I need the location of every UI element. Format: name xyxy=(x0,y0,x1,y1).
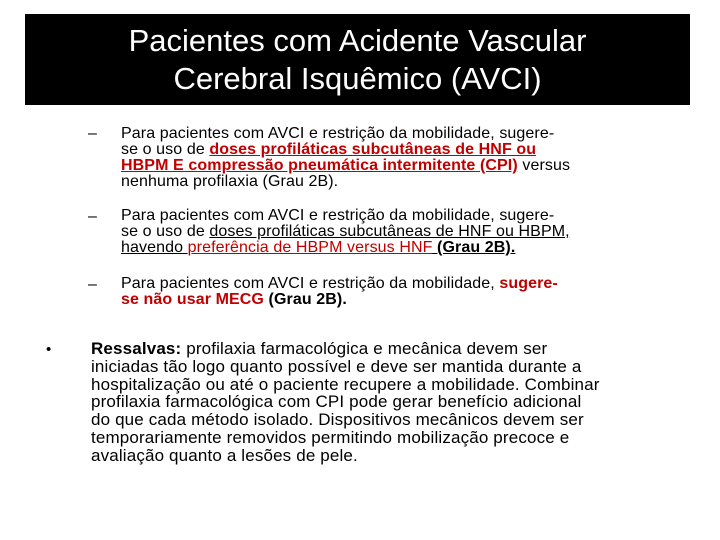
title-line-1: Pacientes com Acidente Vascular xyxy=(128,23,587,58)
sub-item-3-line-2 xyxy=(121,292,681,308)
sub-item-1-line-2 xyxy=(121,142,681,158)
sub-item-2-line-1: Para pacientes com AVCI e restrição da mobilidade, sugere- xyxy=(121,207,555,224)
grade-text: (Grau 2B). xyxy=(432,239,516,256)
sub-item-2 xyxy=(121,208,681,256)
main-item-line-4: profilaxia farmacológica com CPI pode gerar benefício adicional xyxy=(91,392,582,412)
underlined-text: doses profiláticas subcutâneas de HNF ou HBPM, xyxy=(209,223,570,240)
text-run: profilaxia farmacológica e mecânica devem ser xyxy=(181,339,548,358)
main-item-line-5: do que cada método isolado. Dispositivos mecânicos devem ser xyxy=(91,410,584,430)
text-run: Para pacientes com AVCI e restrição da mobilidade, xyxy=(121,275,500,292)
highlight-text: se não usar MECG xyxy=(121,291,264,308)
main-item-line-6: temporariamente removidos permitindo mobilização precoce e xyxy=(91,427,570,447)
grade-text: (Grau 2B). xyxy=(263,291,347,308)
main-item-line-1 xyxy=(91,340,691,358)
text-run: se o uso de xyxy=(121,223,210,240)
main-item-line-3: hospitalização ou até o paciente recupere a mobilidade. Combinar xyxy=(91,374,600,394)
main-item-line-7: avaliação quanto a lesões de pele. xyxy=(91,445,358,465)
highlight-text: HBPM E compressão pneumática intermitente (CPI) xyxy=(121,157,518,174)
sub-item-2-line-2 xyxy=(121,224,681,240)
underlined-text: havendo xyxy=(121,239,188,256)
text-run: se o uso de xyxy=(121,141,210,158)
sub-item-3-marker: – xyxy=(88,276,97,293)
ressalvas-label: Ressalvas: xyxy=(91,339,182,358)
main-item-ressalvas xyxy=(91,340,691,465)
text-run: versus xyxy=(517,157,571,174)
sub-item-3 xyxy=(121,276,681,308)
sub-item-1-line-3 xyxy=(121,158,681,174)
slide-title xyxy=(25,14,690,105)
main-item-line-2: iniciadas tão logo quanto possível e deve ser mantida durante a xyxy=(91,356,582,376)
sub-item-3-line-1 xyxy=(121,276,681,292)
highlight-text: sugere- xyxy=(499,275,558,292)
sub-item-2-line-3 xyxy=(121,240,681,256)
highlight-text: preferência de HBPM versus HNF xyxy=(187,239,433,256)
sub-item-1-marker: – xyxy=(88,125,97,142)
sub-item-1 xyxy=(121,126,681,190)
highlight-text: doses profiláticas subcutâneas de HNF ou xyxy=(209,141,537,158)
sub-item-1-line-4: nenhuma profilaxia (Grau 2B). xyxy=(121,173,339,190)
title-line-2: Cerebral Isquêmico (AVCI) xyxy=(173,61,542,96)
sub-item-2-marker: – xyxy=(88,208,97,225)
sub-item-1-line-1: Para pacientes com AVCI e restrição da mobilidade, sugere- xyxy=(121,125,555,142)
main-bullet-marker: • xyxy=(46,341,52,358)
